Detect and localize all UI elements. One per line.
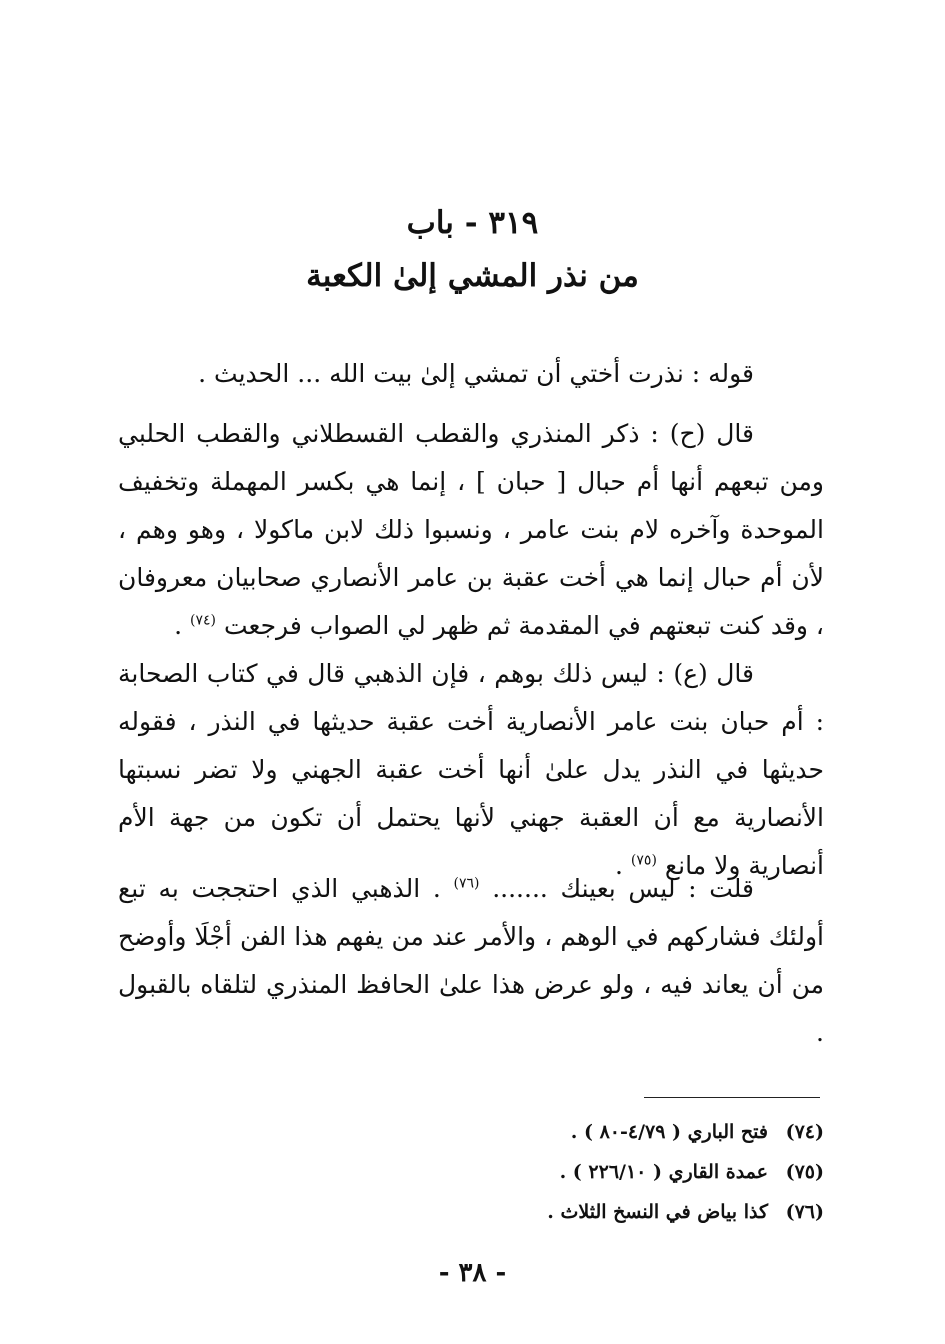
chapter-title: من نذر المشي إلىٰ الكعبة — [306, 258, 639, 294]
paragraph-response-text: قلت : ليس بعينك ....... — [492, 874, 755, 903]
paragraph-response — [118, 865, 824, 1057]
page-number: - ٣٨ - — [438, 1258, 507, 1288]
footnote-ref-75[interactable]: (٧٥) — [630, 852, 657, 869]
footnote-number: (٧٥) — [785, 1161, 824, 1183]
footnote-text: عمدة القاري ( ٢٢٦/١٠ ) . — [559, 1161, 768, 1183]
footnote-text: فتح الباري ( ٤/٧٩-٨٠ ) . — [570, 1121, 768, 1143]
footnotes-list — [118, 1112, 824, 1232]
paragraph-al-ayni — [118, 650, 824, 890]
paragraph-quote — [118, 350, 824, 398]
footnote-number: (٧٤) — [785, 1121, 824, 1143]
footnote-item — [118, 1112, 824, 1152]
footnote-ref-74[interactable]: (٧٤) — [190, 612, 217, 629]
footnote-item — [118, 1192, 824, 1232]
paragraph-response-tail: . الذهبي الذي احتججت به تبع أولئك فشاركهم في الوهم ، والأمر عند من يفهم هذا الفن أجْلَا وأوضح من أن يعاند فيه ، ولو عرض هذا علىٰ الحافظ المنذري لتلقاه بالقبول . — [118, 874, 824, 1047]
paragraph-quote-text: قوله : نذرت أختي أن تمشي إلىٰ بيت الله ... الحديث . — [198, 359, 754, 388]
footnote-divider — [644, 1097, 820, 1098]
chapter-number: ٣١٩ - باب — [406, 205, 539, 241]
paragraph-ibn-hajar-text: قال (ح) : ذكر المنذري والقطب القسطلاني والقطب الحلبي ومن تبعهم أنها أم حبال [ حبان ] ، إنما هي بكسر المهملة وتخفيف الموحدة وآخره لام بنت عامر ، ونسبوا ذلك لابن ماكولا ، وهو وهم ، لأن أم حبال إنما هي أخت عقبة بن عامر الأنصاري صحابيان معروفان ، وقد كنت تبعتهم في المقدمة ثم ظهر لي الصواب فرجعت — [118, 419, 824, 640]
footnote-text: كذا بياض في النسخ الثلاث . — [547, 1201, 768, 1223]
paragraph-ibn-hajar-tail: . — [174, 611, 191, 640]
paragraph-al-ayni-text: قال (ع) : ليس ذلك بوهم ، فإن الذهبي قال في كتاب الصحابة : أم حبان بنت عامر الأنصارية أخت عقبة حديثها في النذر ، فقوله حديثها في النذر يدل علىٰ أنها أخت عقبة الجهني ولا تضر نسبتها الأنصارية مع أن العقبة جهني لأنها يحتمل أن تكون من جهة الأم أنصارية ولا مانع — [118, 659, 824, 880]
paragraph-al-ayni-tail: . — [615, 851, 631, 880]
footnote-item — [118, 1152, 824, 1192]
footnote-ref-76[interactable]: (٧٦) — [453, 875, 480, 892]
footnote-number: (٧٦) — [785, 1201, 824, 1223]
paragraph-ibn-hajar — [118, 410, 824, 650]
